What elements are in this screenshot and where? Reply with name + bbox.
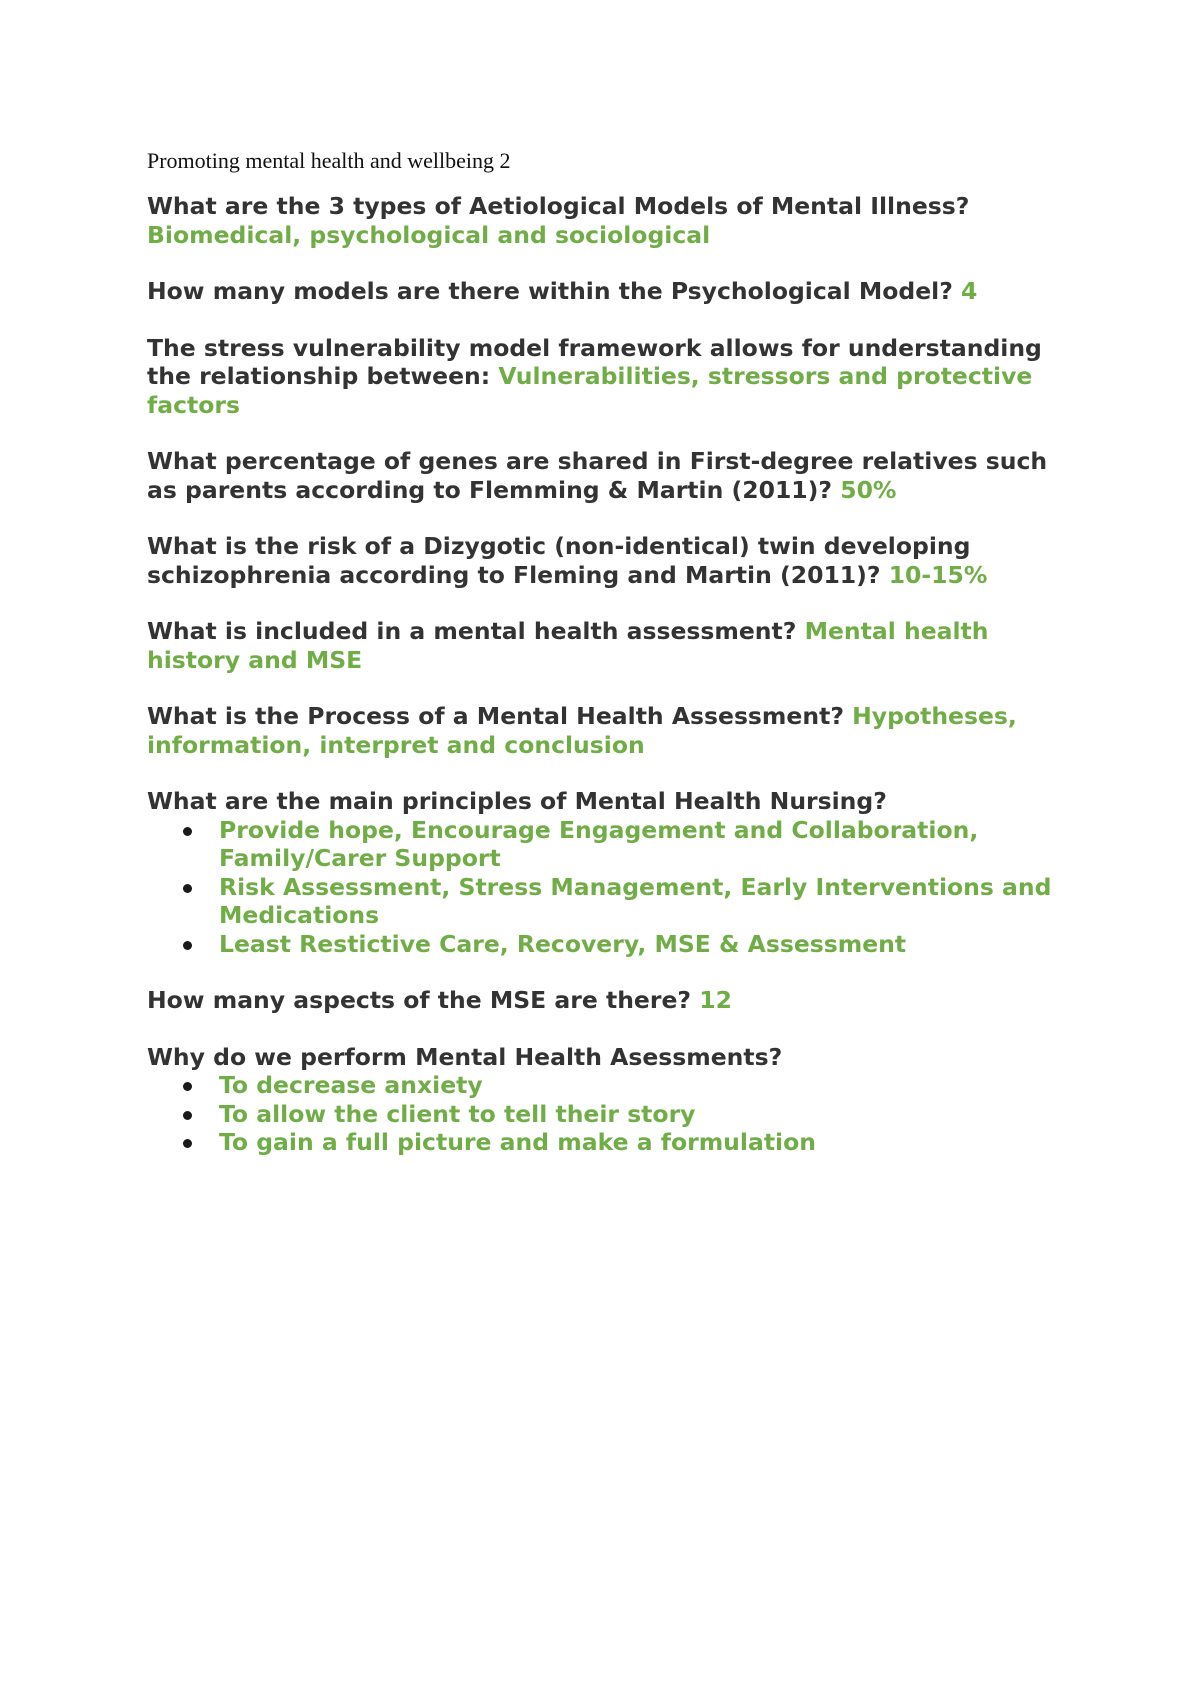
qa-block xyxy=(147,334,1077,420)
qa-block xyxy=(147,447,1077,504)
question-text: What are the main principles of Mental Health Nursing? xyxy=(147,787,887,815)
qa-block xyxy=(147,702,1077,759)
qa-block xyxy=(147,986,1077,1015)
answer-list-item: Risk Assessment, Stress Management, Early Interventions and Medications xyxy=(219,873,1077,930)
qa-block xyxy=(147,1043,1077,1157)
answer-list-item: Provide hope, Encourage Engagement and Collaboration, Family/Carer Support xyxy=(219,816,1077,873)
question-text: What are the 3 types of Aetiological Models of Mental Illness? xyxy=(147,192,970,220)
answer-text: 50% xyxy=(840,475,897,504)
question-text: What is the Process of a Mental Health Assessment? xyxy=(147,702,844,730)
answer-text: 4 xyxy=(961,277,978,305)
answer-list xyxy=(147,1071,1077,1157)
qa-block xyxy=(147,787,1077,958)
answer-text: 12 xyxy=(699,986,732,1014)
answer-list xyxy=(147,816,1077,959)
question-text: What is the risk of a Dizygotic (non-identical) twin developing schizophrenia according to Fleming and Martin (2011)? xyxy=(147,532,971,589)
answer-list-item: To allow the client to tell their story xyxy=(219,1100,1077,1129)
answer-list-item: To gain a full picture and make a formulation xyxy=(219,1128,1077,1157)
answer-text: Mental health history and MSE xyxy=(147,617,989,674)
question-text: How many aspects of the MSE are there? xyxy=(147,986,692,1014)
question-text: What percentage of genes are shared in First-degree relatives such as parents according to Flemming & Martin (2011)? xyxy=(147,447,1048,504)
document-body xyxy=(147,148,1077,1185)
document-title: Promoting mental health and wellbeing 2 xyxy=(147,148,511,173)
question-text: Why do we perform Mental Health Asessments? xyxy=(147,1042,783,1071)
answer-list-item: To decrease anxiety xyxy=(219,1071,1077,1100)
answer-text: 10-15% xyxy=(888,560,988,589)
qa-block xyxy=(147,277,1077,306)
answer-text: Hypotheses, information, interpret and conclusion xyxy=(147,702,1017,759)
answer-text: Biomedical, psychological and sociological xyxy=(147,220,711,249)
qa-block xyxy=(147,532,1077,589)
question-text: The stress vulnerability model framework allows for understanding the relationship between: xyxy=(147,333,1042,390)
question-text: How many models are there within the Psychological Model? xyxy=(147,277,953,305)
qa-block xyxy=(147,617,1077,674)
question-text: What is included in a mental health assessment? xyxy=(147,617,797,645)
answer-list-item: Least Restictive Care, Recovery, MSE & Assessment xyxy=(219,930,1077,959)
qa-block xyxy=(147,192,1077,249)
answer-text: Vulnerabilities, stressors and protective factors xyxy=(147,362,1033,419)
